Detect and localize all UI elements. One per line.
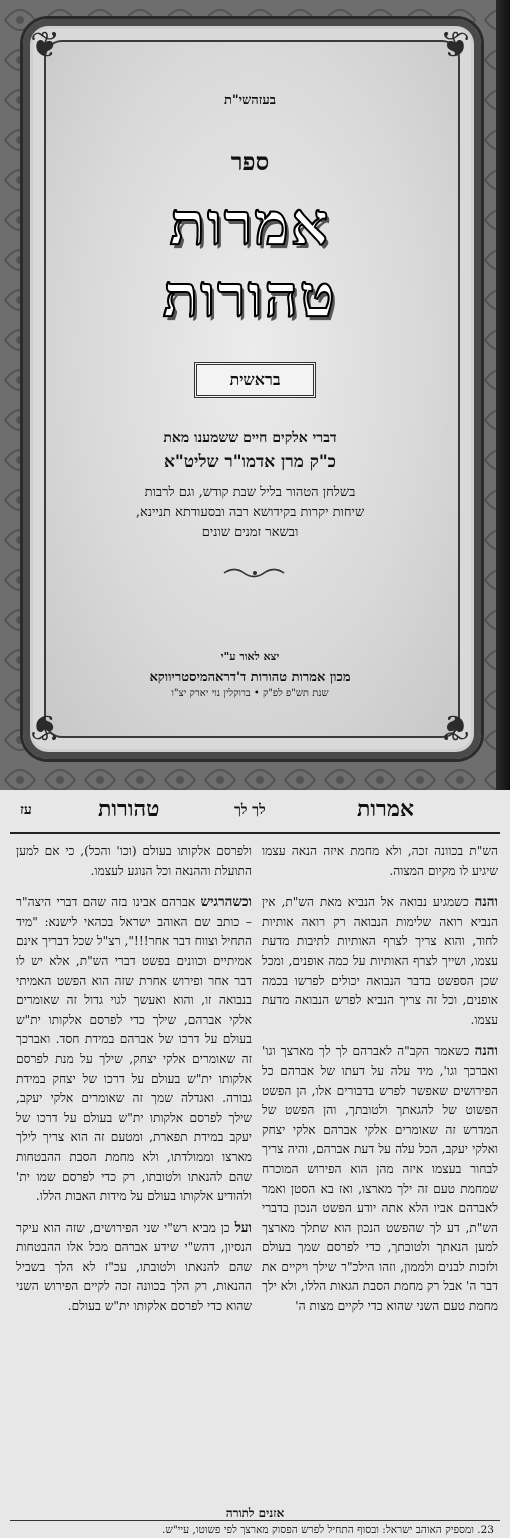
footer-series-title: אזנים לתורה	[225, 1506, 285, 1520]
paragraph: והנה כשמגיע נבואה אל הנביא מאת הש"ת, אין הנביא רואה שלימות הנבואה רק רואה אותיות לחוד, והוא צריך לצרף האותיות לתיבות מדעת עצמו, ושייך לצרף האותיות על כמה אופנים, ומכל שכן הספשט בדבר הנבואה יכולים לפרשו בכמה אופנים, וכל זה צריך הנביא לפרש הנבואה מדעת עצמו.	[262, 894, 498, 1027]
cover-title-line1: אמרות	[169, 190, 331, 258]
corner-ornament-icon: ❦	[30, 706, 61, 747]
book-page	[0, 790, 510, 1538]
header-title-right: אמרות	[356, 796, 414, 822]
paragraph: הש"ת בכוונה זכה, ולא מחמת איזה הנאה עצמו שיגיע לו מקיום המצוה.	[262, 844, 498, 878]
cover-maran-line: כ"ק מרן אדמו"ר שליט"א	[164, 452, 336, 472]
cover-sefer-label: ספר	[230, 147, 270, 176]
paragraph: והנה כשאמר הקב"ה לאברהם לך לך מארצך וגו' ואברכך וגו', מיד עלה על דעתו של אברהם כל הפירושים שאפשר לפרש בדבורים אלו, הן הפשט הפשוט של להגאתך ולטובתך, והן הפשט של המדרש זה שאומרים אלקי אברהם אלקי יצחק ואלקי יעקב, הכל עלה על דעת אברהם, והיה צריך לבחור בעצמו איזה מהן הוא הפירוש המוכרח שמחמת טעם זה ילך מארצו, ואז בא הסטן ואמר לאברהם אביו הלא אתה יודע הפשט הנכון בדברי הש"ת, דע לך שהפשט הנכון הוא שתלך מארצך למען הנאתך ולטובתך, כדי לפרסם שמך בעולם ולזכות לבנים ולממון, וזהו הילכ"ר שילך ויקיים את דבר ה' אבל רק מחמת הסבת הגאות הללו, ולא ילך מחמת טעם השני שהוא כדי לקיים מצות ה'	[261, 1043, 499, 1314]
footnote: 23. ומספיק האוהב ישראל: ובסוף התחיל לפרש הפסוק מארצך לפי פשוטו, עיי"ש.	[162, 1524, 494, 1536]
header-divider	[10, 832, 500, 834]
page-edge	[496, 0, 510, 790]
cover-description-line3: ובשאר זמנים שונים	[201, 525, 299, 540]
footer-divider	[10, 1520, 500, 1521]
page-number: עז	[20, 802, 32, 818]
right-text-column	[262, 842, 498, 1329]
paragraph: וכשהרגיש אברהם אבינו בזה שהם דברי היצה"ר – כותב שם האוהב ישראל בכהאי לישנא: "מיד התחיל וצווח דבר אחר!!!", רצ"ל שכל דבריך אינם אמיתיים וכוונים בפשט דברי הש"ת, אלא יש לו דבר אחר ופירוש אחרת שזה הוא הפשט האמיתי בנבואה זו, והוא ואעשך לגוי גדול זה שאומרים אלקי אברהם, שילך כדי לפרסם אלקותו ית"ש בעולם על דרכו של אברהם במידת חסד. ואברכך זה שאומרים אלקי יצחק, שילך על מנת לפרסם אלקותו ית"ש בעולם על דרכו של יצחק במידת גבורה. ואגדלה שמך זה שאומרים אלקי יעקב, שילך לפרסם אלקותו ית"ש בעולם על דרכו של יעקב במידת תפארת, ומטעם זה הוא צריך לילך מארצו וממולדתו, ולא מחמת הסבת ההבטחות שהם להנאתו ולטובתו, רק כדי לפרסם שמו ית' ולהודיע אלקותו בעולם על מידות האבות הללו.	[16, 894, 253, 1204]
cover-title-line2: טהורות	[163, 262, 337, 330]
header-parsha: לך לך	[234, 802, 266, 818]
paragraph: ועל כן מביא רש"י שני הפירושים, שזה הוא עיקר הנסיון, דהש"י שידע אברהם מכל אלו ההבטחות שהם להנאתו ולטובתו, עכ"ז לא הלך בשביל ההנאות, רק הלך בכוונה זכה לקיים הפירוש השני שהוא כדי לפרסם אלקותו ית"ש בעולם.	[16, 1219, 252, 1314]
cover-description-line2: שיחות יקרות בקידושא רבה ובסעודתא תניינא,	[135, 505, 365, 520]
corner-ornament-icon: ❦	[439, 706, 470, 747]
divider-swirl-icon	[222, 566, 288, 580]
cover-besiyata: בעזהשי"ת	[223, 93, 277, 108]
corner-ornament-icon: ❦	[30, 25, 61, 66]
header-title-left: טהורות	[98, 796, 160, 822]
left-text-column	[16, 842, 252, 1329]
cover-parsha-label: בראשית	[194, 362, 316, 398]
paragraph: ולפרסם אלקותו בעולם (וכו' והכל), כי אם למען התועלת וההנאה וכל הנוגע לעצמו.	[16, 844, 252, 878]
cover-year-location: שנת תש"פ לפ"ק • ברוקלין נוי יארק יצ"ו	[171, 688, 329, 699]
cover-publisher-name: מכון אמרות טהורות ד'דראהמיסטריווקא	[149, 670, 351, 685]
cover-publisher-intro: יצא לאור ע"י	[220, 650, 280, 663]
cover-description-line1: בשלחן הטהור בליל שבת קודש, וגם לרבות	[144, 485, 356, 500]
corner-ornament-icon: ❦	[439, 25, 470, 66]
cover-divrei-line: דברי אלקים חיים ששמענו מאת	[163, 430, 337, 446]
